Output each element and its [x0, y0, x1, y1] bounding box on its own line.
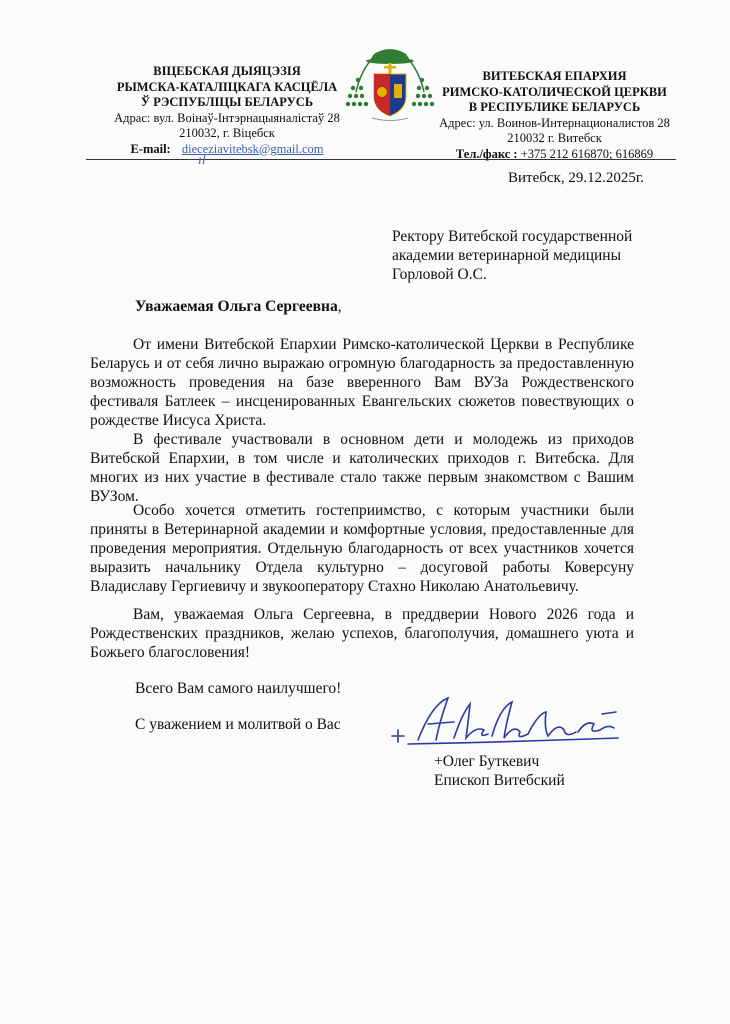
letterhead-right-title-3: В РЕСПУБЛИКЕ БЕЛАРУСЬ	[468, 100, 641, 114]
letterhead-divider	[86, 159, 676, 160]
recipient-line-3: Горловой О.С.	[392, 266, 487, 283]
letterhead-left-title-2: РЫМСКА-КАТАЛІЦКАГА КАСЦЁЛА	[116, 79, 338, 94]
left-tassels-icon	[346, 78, 368, 106]
letterhead-right-title-2: РИМСКО-КАТОЛИЧЕСКОЙ ЦЕРКВИ	[442, 84, 667, 99]
signer-name: +Олег Буткевич	[434, 753, 540, 770]
letterhead-left-title-1: ВІЦЕБСКАЯ ДЫЯЦЭЗІЯ	[153, 64, 301, 78]
registration-mark: ıl	[198, 153, 206, 168]
recipient-line-1: Ректору Витебской государственной	[392, 228, 633, 245]
letterhead-right-address-1: Адрес: ул. Воинов-Интернационалистов 28	[439, 115, 670, 130]
signer-title: Епископ Витебский	[434, 772, 565, 789]
coat-of-arms-emblem	[344, 44, 436, 124]
recipient-line-2: академии ветеринарной медицины	[392, 247, 622, 264]
letterhead-left	[92, 64, 362, 157]
signer-block	[434, 752, 565, 790]
salutation	[135, 298, 342, 316]
salutation-text: Уважаемая Ольга Сергеевна	[135, 298, 338, 315]
letterhead-right-title-1: ВИТЕБСКАЯ ЕПАРХИЯ	[482, 69, 627, 83]
letter-date: Витебск, 29.12.2025г.	[508, 170, 645, 186]
body-paragraph-3: Особо хочется отметить гостеприимство, с которым участники были приняты в Ветеринарной академии и комфортные условия, предоставленные для проведения мероприятия. Отдельную благодарность от всех участников хочется выразить начальнику Отдела культурно – досуговой работы Коверсуну Владиславу Гергиевичу и звукооператору Стахно Николаю Анатольевичу.	[90, 502, 634, 595]
letterhead-left-address-1: Адрас: вул. Воінаў-Інтэрнацыяналістаў 28	[114, 110, 340, 125]
body-paragraph-4: Вам, уважаемая Ольга Сергеевна, в преддверии Нового 2026 года и Рождественских праздников, желаю успехов, благополучия, домашнего уюта и Божьего благословения!	[90, 606, 634, 661]
email-link[interactable]: dieceziavitebsk@gmail.com	[181, 141, 324, 156]
right-tassels-icon	[412, 78, 434, 106]
email-label: E-mail:	[130, 141, 171, 156]
letterhead-left-title-3: Ў РЭСПУБЛІЦЫ БЕЛАРУСЬ	[140, 95, 314, 109]
phone-label: Тел./факс :	[455, 146, 518, 161]
phone-value: +375 212 616870; 616869	[520, 146, 654, 161]
body-paragraph-1: От имени Витебской Епархии Римско-католической Церкви в Республике Беларусь и от себя лично выражаю огромную благодарность за предоставленную возможность проведения на базе вверенного Вам ВУЗа Рождественского фестиваля Батлеек – инсценированных Евангельских сюжетов повествующих о рождестве Иисуса Христа.	[90, 336, 634, 429]
body-paragraph-2: В фестивале участвовали в основном дети и молодежь из приходов Витебской Епархии, в том числе и католических приходов г. Витебска. Для многих из них участие в фестивале стало также первым знакомством с Вашим ВУЗом.	[90, 431, 634, 505]
closing-regards: С уважением и молитвой о Вас	[135, 716, 341, 733]
letterhead-left-address-2: 210032, г. Віцебск	[179, 126, 275, 140]
letterhead-email-line	[92, 142, 362, 158]
recipient-block	[392, 227, 692, 284]
letterhead-right-address-2: 210032 г. Витебск	[507, 131, 602, 145]
handwritten-signature	[388, 694, 628, 750]
letterhead-right	[432, 69, 677, 162]
closing-wishes: Всего Вам самого наилучшего!	[135, 680, 342, 697]
salutation-punct: ,	[337, 298, 342, 315]
